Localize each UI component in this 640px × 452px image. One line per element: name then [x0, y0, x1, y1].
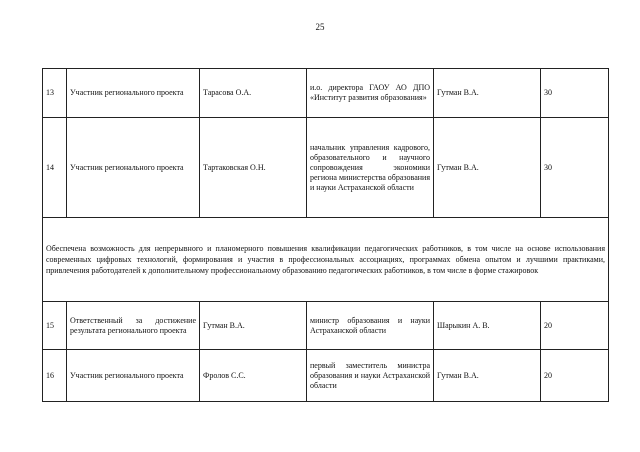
role-cell: Участник регионального проекта [67, 350, 200, 402]
table-row [43, 69, 609, 118]
position-cell: министр образования и науки Астраханской области [307, 302, 434, 350]
position-cell: начальник управления кадрового, образовательного и научного сопровождения экономики региона министерства образования и науки Астраханской области [307, 118, 434, 218]
supervisor-cell: Гутман В.А. [434, 350, 541, 402]
table-row [43, 118, 609, 218]
table-row [43, 302, 609, 350]
name-cell: Тарасова О.А. [200, 69, 307, 118]
row-number: 15 [43, 302, 67, 350]
supervisor-cell: Гутман В.А. [434, 69, 541, 118]
supervisor-cell: Шарыкин А. В. [434, 302, 541, 350]
name-cell: Фролов С.С. [200, 350, 307, 402]
table-row [43, 350, 609, 402]
value-cell: 30 [541, 118, 609, 218]
name-cell: Гутман В.А. [200, 302, 307, 350]
role-cell: Участник регионального проекта [67, 69, 200, 118]
role-cell: Ответственный за достижение результата регионального проекта [67, 302, 200, 350]
section-row [43, 218, 609, 302]
row-number: 16 [43, 350, 67, 402]
section-description: Обеспечена возможность для непрерывного и планомерного повышения квалификации педагогических работников, в том числе на основе использования современных цифровых технологий, формирования и участия в профессиональных ассоциациях, программах обмена опытом и лучшими практиками, привлечения работодателей к дополнительному профессиональному образованию педагогических работников, в том числе в форме стажировок [43, 218, 609, 302]
participants-table [42, 68, 609, 402]
supervisor-cell: Гутман В.А. [434, 118, 541, 218]
value-cell: 30 [541, 69, 609, 118]
position-cell: первый заместитель министра образования и науки Астраханской области [307, 350, 434, 402]
value-cell: 20 [541, 302, 609, 350]
role-cell: Участник регионального проекта [67, 118, 200, 218]
row-number: 14 [43, 118, 67, 218]
name-cell: Тартаковская О.Н. [200, 118, 307, 218]
row-number: 13 [43, 69, 67, 118]
position-cell: и.о. директора ГАОУ АО ДПО «Институт развития образования» [307, 69, 434, 118]
page-number: 25 [315, 22, 325, 32]
value-cell: 20 [541, 350, 609, 402]
